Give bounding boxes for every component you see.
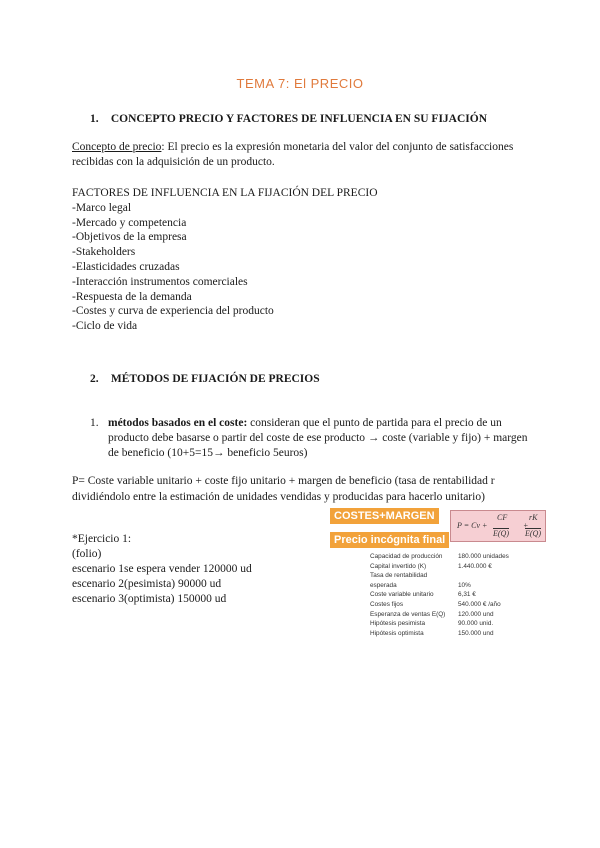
factor-item: -Elasticidades cruzadas <box>72 260 180 273</box>
exercise-data-table <box>370 552 538 638</box>
table-value: 6,31 € <box>458 591 476 599</box>
table-row <box>370 600 538 610</box>
formula-num1: CF <box>497 513 508 522</box>
cost-methods-text: consideran que el punto de partida para el precio de un producto debe basarse o partir del coste de ese producto → coste (variable y fijo) + margen de beneficio (10+5=15→ beneficio 5euros) <box>108 417 528 459</box>
factor-item: -Respuesta de la demanda <box>72 290 192 303</box>
factor-item: -Objetivos de la empresa <box>72 231 187 244</box>
price-formula-box <box>450 510 546 542</box>
formula-plus: + <box>523 521 529 530</box>
table-label: Tasa de rentabilidad <box>370 572 428 580</box>
cost-methods-item <box>90 416 530 461</box>
table-value: 540.000 € /año <box>458 600 501 608</box>
table-value: 150.000 und <box>458 629 494 637</box>
section-1-heading <box>90 113 487 125</box>
formula-p: P = Cv + <box>457 521 488 530</box>
table-label: Esperanza de ventas E(Q) <box>370 610 446 618</box>
cost-methods-title: métodos basados en el coste: <box>108 417 248 429</box>
table-value: 180.000 unidades <box>458 553 509 560</box>
section-2-title: MÉTODOS DE FIJACIÓN DE PRECIOS <box>110 373 320 385</box>
factor-item: -Marco legal <box>72 201 132 214</box>
formula-den1: E(Q) <box>493 529 509 538</box>
table-value: 1.440.000 € <box>458 562 492 570</box>
concept-paragraph <box>72 140 532 170</box>
table-label: Capacidad de producción <box>370 553 443 560</box>
table-label: esperada <box>370 581 397 589</box>
table-label: Hipótesis optimista <box>370 629 424 637</box>
factor-item: -Mercado y competencia <box>72 216 187 229</box>
factors-heading: FACTORES DE INFLUENCIA EN LA FIJACIÓN DEL PRECIO <box>72 187 378 199</box>
table-label: Capital invertido (K) <box>370 562 427 570</box>
section-2-heading <box>90 373 320 385</box>
exercise-line: escenario 2(pesimista) 90000 ud <box>72 578 222 590</box>
table-row <box>370 590 538 600</box>
table-row <box>370 610 538 620</box>
table-row <box>370 562 538 572</box>
factor-item: -Interacción instrumentos comerciales <box>72 275 248 288</box>
table-value <box>458 571 538 581</box>
factor-item: -Stakeholders <box>72 246 136 259</box>
exercise-line: (folio) <box>72 548 102 560</box>
price-formula-text: P= Coste variable unitario + coste fijo unitario + margen de beneficio (tasa de rentabilidad r dividiéndolo entre la estimación de unidades vendidas y producidas para hacerlo unitario) <box>72 475 495 503</box>
table-row <box>370 571 538 581</box>
table-row <box>370 619 538 629</box>
formula-num2: rK <box>529 513 538 522</box>
table-row <box>370 629 538 639</box>
concept-label: Concepto de precio <box>72 141 162 153</box>
exercise-line: escenario 3(optimista) 150000 ud <box>72 593 227 605</box>
precio-incognita-badge: Precio incógnita final <box>330 532 449 548</box>
exercise-line: escenario 1se espera vender 120000 ud <box>72 563 252 575</box>
table-label: Hipótesis pesimista <box>370 620 426 628</box>
section-2-number: 2. <box>90 373 99 385</box>
formula-den2: E(Q) <box>525 529 541 538</box>
table-value: 10% <box>458 581 471 589</box>
page-title: TEMA 7: El PRECIO <box>236 76 364 91</box>
table-label: Coste variable unitario <box>370 591 434 599</box>
exercise-block <box>72 532 252 607</box>
cost-methods-number: 1. <box>90 417 99 429</box>
exercise-line: *Ejercicio 1: <box>72 533 132 545</box>
factor-item: -Ciclo de vida <box>72 320 138 333</box>
section-1-title: CONCEPTO PRECIO Y FACTORES DE INFLUENCIA EN SU FIJACIÓN <box>110 113 488 125</box>
factors-list <box>72 186 378 334</box>
section-1-number: 1. <box>90 113 99 125</box>
cost-plus-figure <box>330 508 545 648</box>
factor-item: -Costes y curva de experiencia del producto <box>72 305 274 318</box>
concept-text: : El precio es la expresión monetaria del valor del conjunto de satisfacciones recibidas con la adquisición de un producto. <box>72 141 514 168</box>
table-value: 90.000 unid. <box>458 620 494 628</box>
table-row <box>370 581 538 591</box>
table-value: 120.000 und <box>458 610 494 618</box>
costes-margen-badge: COSTES+MARGEN <box>330 508 439 524</box>
table-label: Costes fijos <box>370 600 404 608</box>
table-row <box>370 552 538 562</box>
